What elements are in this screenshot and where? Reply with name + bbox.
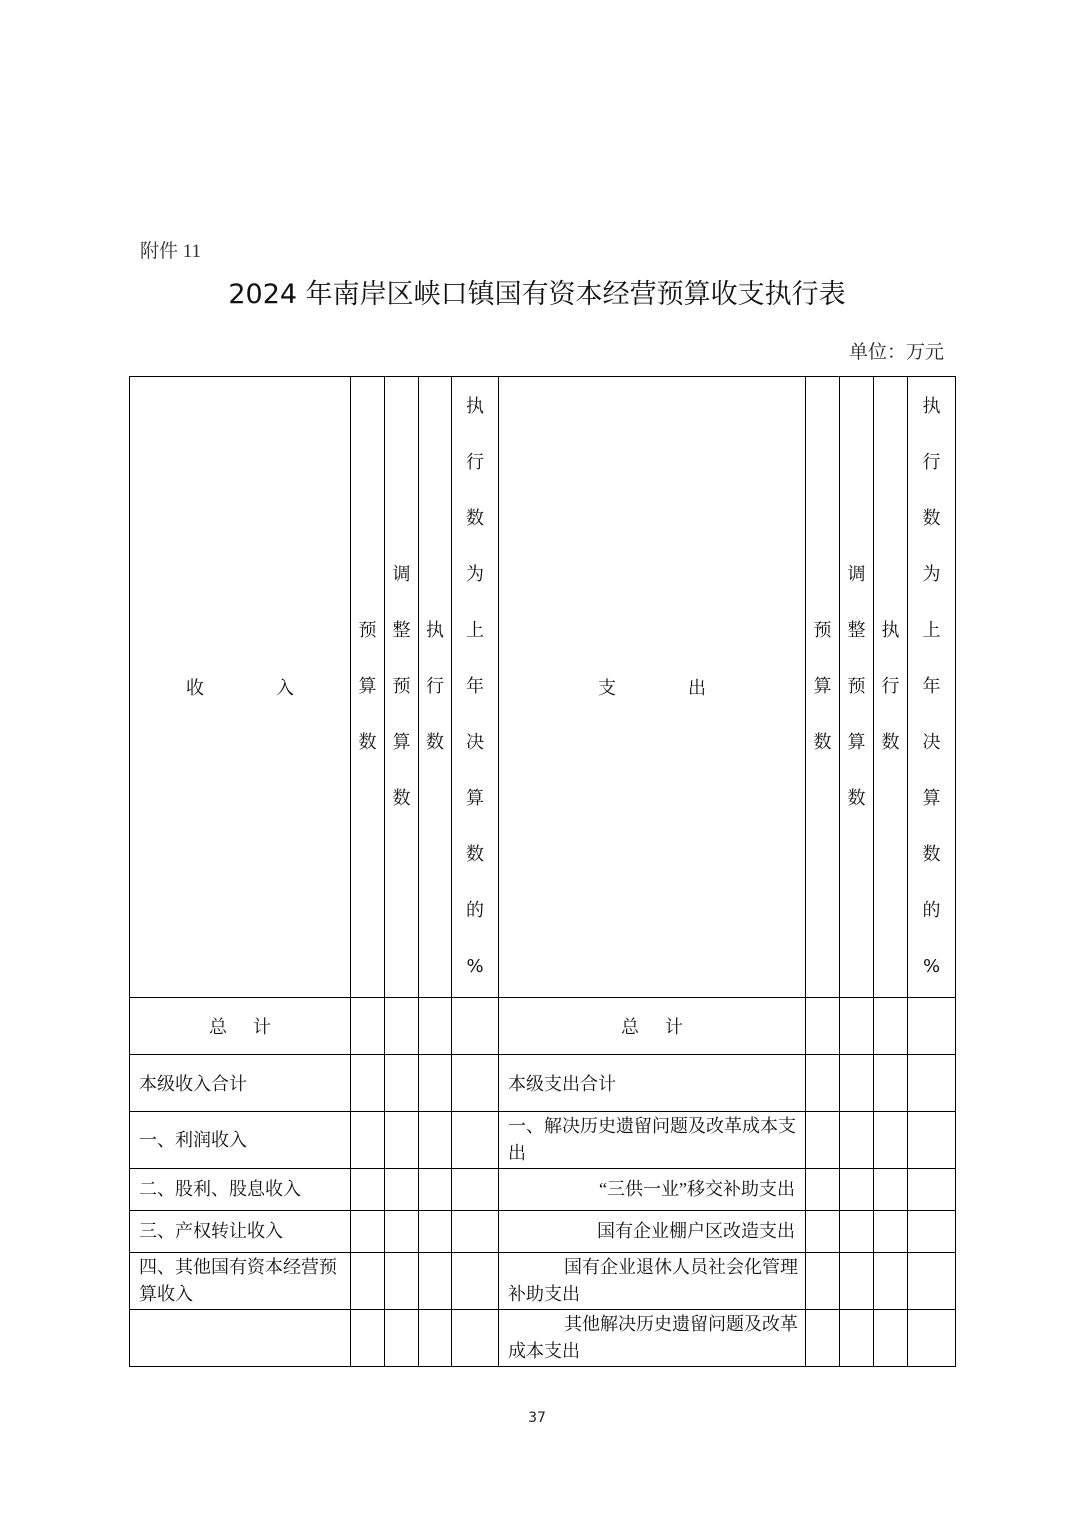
table-cell <box>385 1112 419 1169</box>
table-row <box>130 1169 956 1211</box>
expense-item: 一、解决历史遗留问题及改革成本支出 <box>499 1112 806 1169</box>
page-number: 37 <box>528 1410 546 1426</box>
header-row <box>130 377 956 998</box>
income-item: 二、股利、股息收入 <box>130 1169 351 1211</box>
table-cell <box>840 1211 874 1253</box>
table-cell <box>874 998 908 1055</box>
table-cell <box>806 1211 840 1253</box>
table-cell <box>840 998 874 1055</box>
table-cell <box>874 1211 908 1253</box>
table-cell <box>840 1112 874 1169</box>
table-cell <box>419 998 452 1055</box>
table-cell <box>452 1211 499 1253</box>
table-cell <box>452 998 499 1055</box>
table-cell <box>908 1055 956 1112</box>
expense-adjusted-budget-header: 调 整 预 算 数 <box>840 377 874 998</box>
expense-level-total-label: 本级支出合计 <box>499 1055 806 1112</box>
table-cell <box>908 1169 956 1211</box>
table-cell <box>874 1169 908 1211</box>
level-total-row <box>130 1055 956 1112</box>
table-cell <box>419 1112 452 1169</box>
income-level-total-label: 本级收入合计 <box>130 1055 351 1112</box>
table-cell <box>351 1112 385 1169</box>
table-cell <box>385 1253 419 1310</box>
income-item <box>130 1310 351 1367</box>
expense-item: 国有企业棚户区改造支出 <box>499 1211 806 1253</box>
table-cell <box>806 1169 840 1211</box>
table-cell <box>419 1253 452 1310</box>
income-adjusted-budget-header: 调 整 预 算 数 <box>385 377 419 998</box>
table-cell <box>419 1055 452 1112</box>
table-cell <box>419 1169 452 1211</box>
table-cell <box>806 1112 840 1169</box>
expense-item: “三供一业”移交补助支出 <box>499 1169 806 1211</box>
table-cell <box>874 1112 908 1169</box>
table-cell <box>351 1055 385 1112</box>
table-cell <box>908 998 956 1055</box>
total-row <box>130 998 956 1055</box>
table-cell <box>874 1310 908 1367</box>
table-cell <box>908 1211 956 1253</box>
table-row <box>130 1211 956 1253</box>
page-title: 2024 年南岸区峡口镇国有资本经营预算收支执行表 <box>228 279 846 310</box>
table-cell <box>351 998 385 1055</box>
expense-header: 支 出 <box>499 377 806 998</box>
table-cell <box>351 1253 385 1310</box>
table-cell <box>806 998 840 1055</box>
table-cell <box>840 1253 874 1310</box>
expense-budget-header: 预 算 数 <box>806 377 840 998</box>
income-header: 收 入 <box>130 377 351 998</box>
table-cell <box>419 1211 452 1253</box>
table-cell <box>452 1310 499 1367</box>
table-cell <box>385 1211 419 1253</box>
table-row <box>130 1112 956 1169</box>
attachment-label: 附件 11 <box>140 241 202 262</box>
income-item: 三、产权转让收入 <box>130 1211 351 1253</box>
table-cell <box>908 1112 956 1169</box>
table-cell <box>452 1169 499 1211</box>
income-item: 一、利润收入 <box>130 1112 351 1169</box>
table-cell <box>419 1310 452 1367</box>
table-cell <box>806 1253 840 1310</box>
income-item: 四、其他国有资本经营预算收入 <box>130 1253 351 1310</box>
expense-item: 其他解决历史遗留问题及改革成本支出 <box>499 1310 806 1367</box>
income-executed-header: 执 行 数 <box>419 377 452 998</box>
table-cell <box>385 1310 419 1367</box>
income-total-label: 总 计 <box>130 998 351 1055</box>
table-cell <box>351 1169 385 1211</box>
table-cell <box>806 1310 840 1367</box>
table-row <box>130 1253 956 1310</box>
income-ratio-header: 执 行 数 为 上 年 决 算 数 的 % <box>452 377 499 998</box>
expense-executed-header: 执 行 数 <box>874 377 908 998</box>
table-cell <box>874 1055 908 1112</box>
table-cell <box>452 1112 499 1169</box>
budget-execution-table <box>129 376 956 1367</box>
table-row <box>130 1310 956 1367</box>
table-cell <box>874 1253 908 1310</box>
table-cell <box>351 1211 385 1253</box>
table-cell <box>840 1310 874 1367</box>
table-cell <box>452 1055 499 1112</box>
table-cell <box>840 1169 874 1211</box>
table-cell <box>351 1310 385 1367</box>
table-cell <box>908 1253 956 1310</box>
table-cell <box>840 1055 874 1112</box>
expense-item: 国有企业退休人员社会化管理补助支出 <box>499 1253 806 1310</box>
table-cell <box>385 1169 419 1211</box>
table-cell <box>385 1055 419 1112</box>
unit-label: 单位：万元 <box>848 342 944 363</box>
expense-ratio-header: 执 行 数 为 上 年 决 算 数 的 % <box>908 377 956 998</box>
income-budget-header: 预 算 数 <box>351 377 385 998</box>
table-cell <box>908 1310 956 1367</box>
expense-total-label: 总 计 <box>499 998 806 1055</box>
table-cell <box>452 1253 499 1310</box>
table-cell <box>385 998 419 1055</box>
table-cell <box>806 1055 840 1112</box>
